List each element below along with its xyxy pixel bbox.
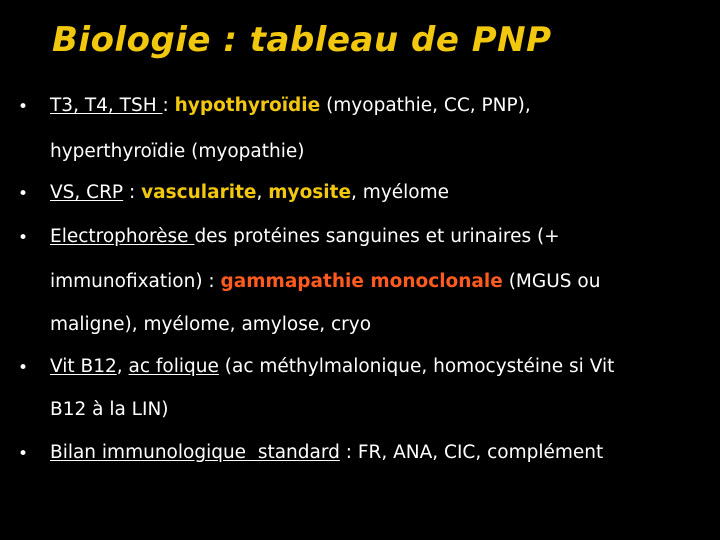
item-1-text-2: hyperthyroïdie (myopathie) — [50, 141, 305, 162]
item-3-text-4: maligne), myélome, amylose, cryo — [50, 314, 372, 335]
item-4-line-1 — [50, 356, 614, 378]
item-2-myosite: myosite — [268, 182, 352, 203]
item-3-gammapathie: gammapathie monoclonale — [220, 271, 503, 292]
item-1-sep: : — [162, 95, 175, 116]
item-1-tests: T3, T4, TSH — [50, 95, 163, 116]
item-1-line-1 — [50, 95, 531, 117]
bullet-marker: • — [18, 444, 29, 464]
item-5-text: : FR, ANA, CIC, complément — [339, 442, 604, 463]
item-1-line-2 — [50, 141, 304, 163]
item-4-text: (ac méthylmalonique, homocystéine si Vit — [218, 356, 615, 377]
bullet-marker: • — [18, 228, 29, 248]
item-1-text: (myopathie, CC, PNP), — [320, 95, 531, 116]
bullet-marker: • — [18, 358, 29, 378]
item-2-sep: : — [123, 182, 142, 203]
item-4-line-2 — [50, 399, 169, 421]
item-4-b12: Vit B12 — [50, 356, 117, 377]
item-3-test: Electrophorèse — [50, 226, 195, 247]
item-3-line-3 — [50, 314, 371, 336]
item-2-text: , myélome — [351, 182, 450, 203]
item-3-text: des protéines sanguines et urinaires (+ — [194, 226, 560, 247]
bullet-marker: • — [18, 184, 29, 204]
item-2-vascularite: vascularite — [141, 182, 257, 203]
item-3-line-2 — [50, 271, 600, 293]
item-3-line-1 — [50, 226, 560, 248]
item-2-tests: VS, CRP — [50, 182, 124, 203]
item-4-text-2: B12 à la LIN) — [50, 399, 169, 420]
item-4-comma: , — [116, 356, 129, 377]
item-2-comma: , — [256, 182, 269, 203]
slide-title: Biologie : tableau de PNP — [52, 20, 552, 60]
item-3-text-2: immunofixation) : — [50, 271, 221, 292]
bullet-marker: • — [18, 97, 29, 117]
item-3-text-3: (MGUS ou — [502, 271, 601, 292]
item-5-line-1 — [50, 442, 603, 464]
item-4-folique: ac folique — [128, 356, 219, 377]
item-5-bilan: Bilan immunologique standard — [50, 442, 340, 463]
item-1-hypothyroidie: hypothyroïdie — [174, 95, 321, 116]
item-2-line-1 — [50, 182, 449, 204]
